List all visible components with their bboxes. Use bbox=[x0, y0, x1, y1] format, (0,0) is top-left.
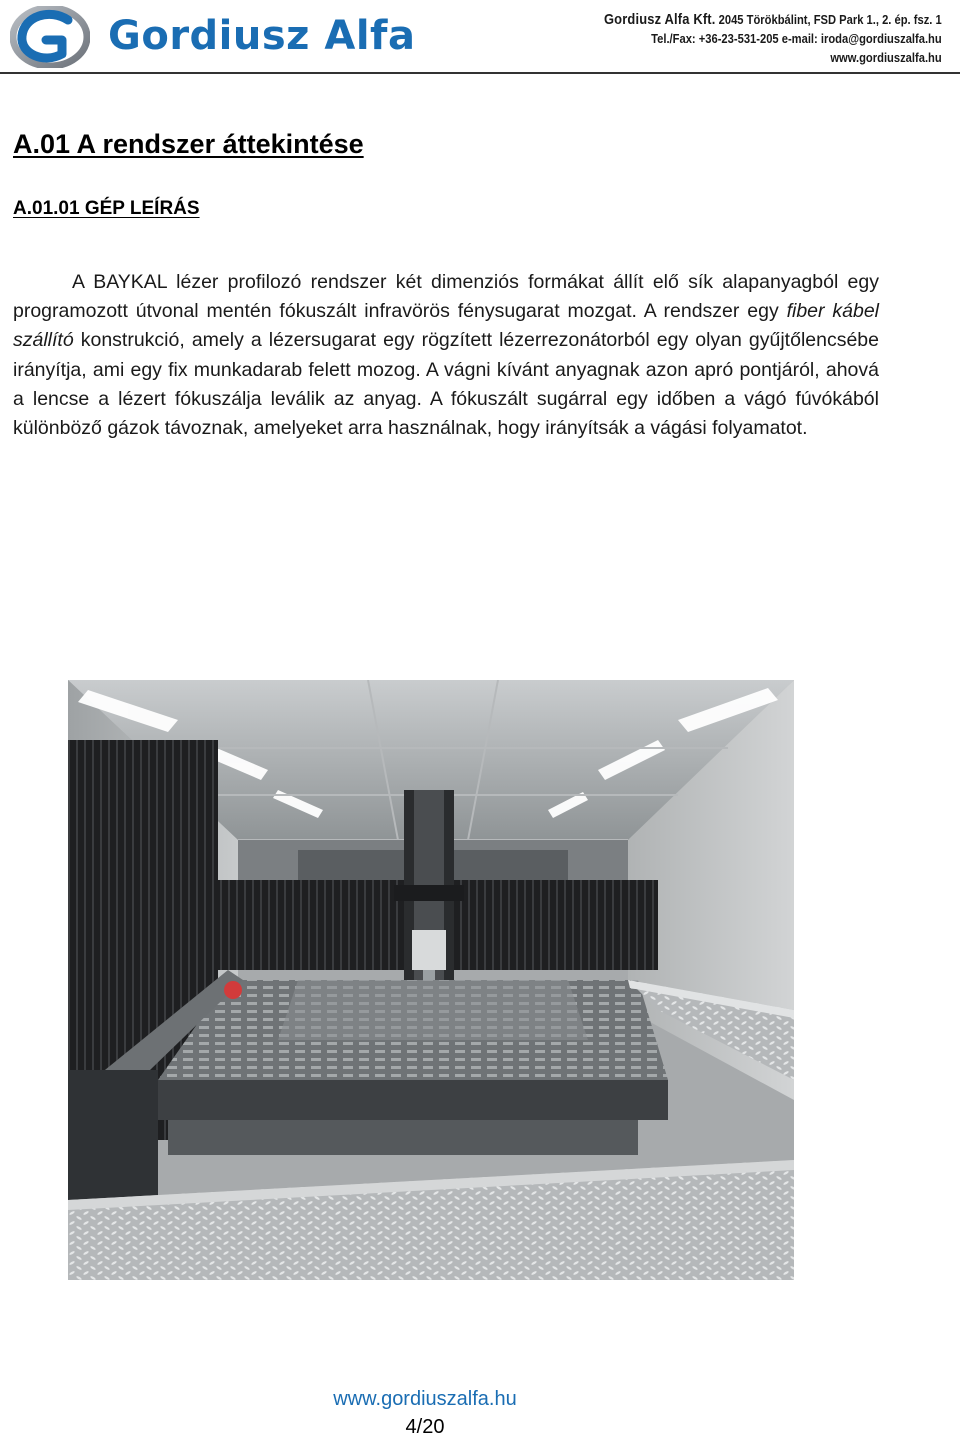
paragraph-italic-term: fiber kábel szállító bbox=[13, 300, 880, 352]
logo-wordmark: Gordiusz Alfa bbox=[108, 13, 416, 59]
paragraph-text-2: konstrukció, amely a lézersugarat egy rögzített lézerrezonátorból egy olyan gyűjtőlencsébe irányítja, ami egy fix munkadarab felett mozog. A vágni kívánt anyagnak azon apró pontjáról, ahová a lencse a lézert fókuszálja leválik az anyag. A fókuszált sugárral egy időben a vágó fúvókából különböző gázok távoznak, amelyeket arra használnak, hogy irányítsák a vágási folyamatot. bbox=[13, 329, 879, 440]
company-address: 2045 Törökbálint, FSD Park 1., 2. ép. fsz. 1 bbox=[718, 12, 942, 27]
laser-machine-image bbox=[68, 680, 794, 1280]
company-line bbox=[604, 10, 942, 29]
page-number: 4/20 bbox=[405, 1416, 445, 1438]
description-paragraph bbox=[13, 268, 879, 443]
header-website[interactable]: www.gordiuszalfa.hu bbox=[830, 50, 942, 65]
laser-machine-photo bbox=[68, 680, 794, 1280]
footer-website-link[interactable]: www.gordiuszalfa.hu bbox=[333, 1388, 517, 1410]
section-title: A.01 A rendszer áttekintése bbox=[13, 129, 364, 159]
section-subtitle: A.01.01 GÉP LEÍRÁS bbox=[13, 198, 200, 219]
contact-block bbox=[604, 10, 942, 67]
contact-line: Tel./Fax: +36-23-531-205 e-mail: iroda@gordiuszalfa.hu bbox=[651, 31, 942, 46]
page-header bbox=[0, 0, 960, 76]
gordiusz-logo-icon bbox=[10, 6, 90, 68]
company-name: Gordiusz Alfa Kft. bbox=[604, 11, 716, 28]
header-divider bbox=[0, 72, 960, 74]
paragraph-text-1: A BAYKAL lézer profilozó rendszer két dimenziós formákat állít elő sík alapanyagból egy programozott útvonal mentén fókuszált infravörös fénysugarat mozgat. A rendszer egy bbox=[13, 271, 879, 323]
